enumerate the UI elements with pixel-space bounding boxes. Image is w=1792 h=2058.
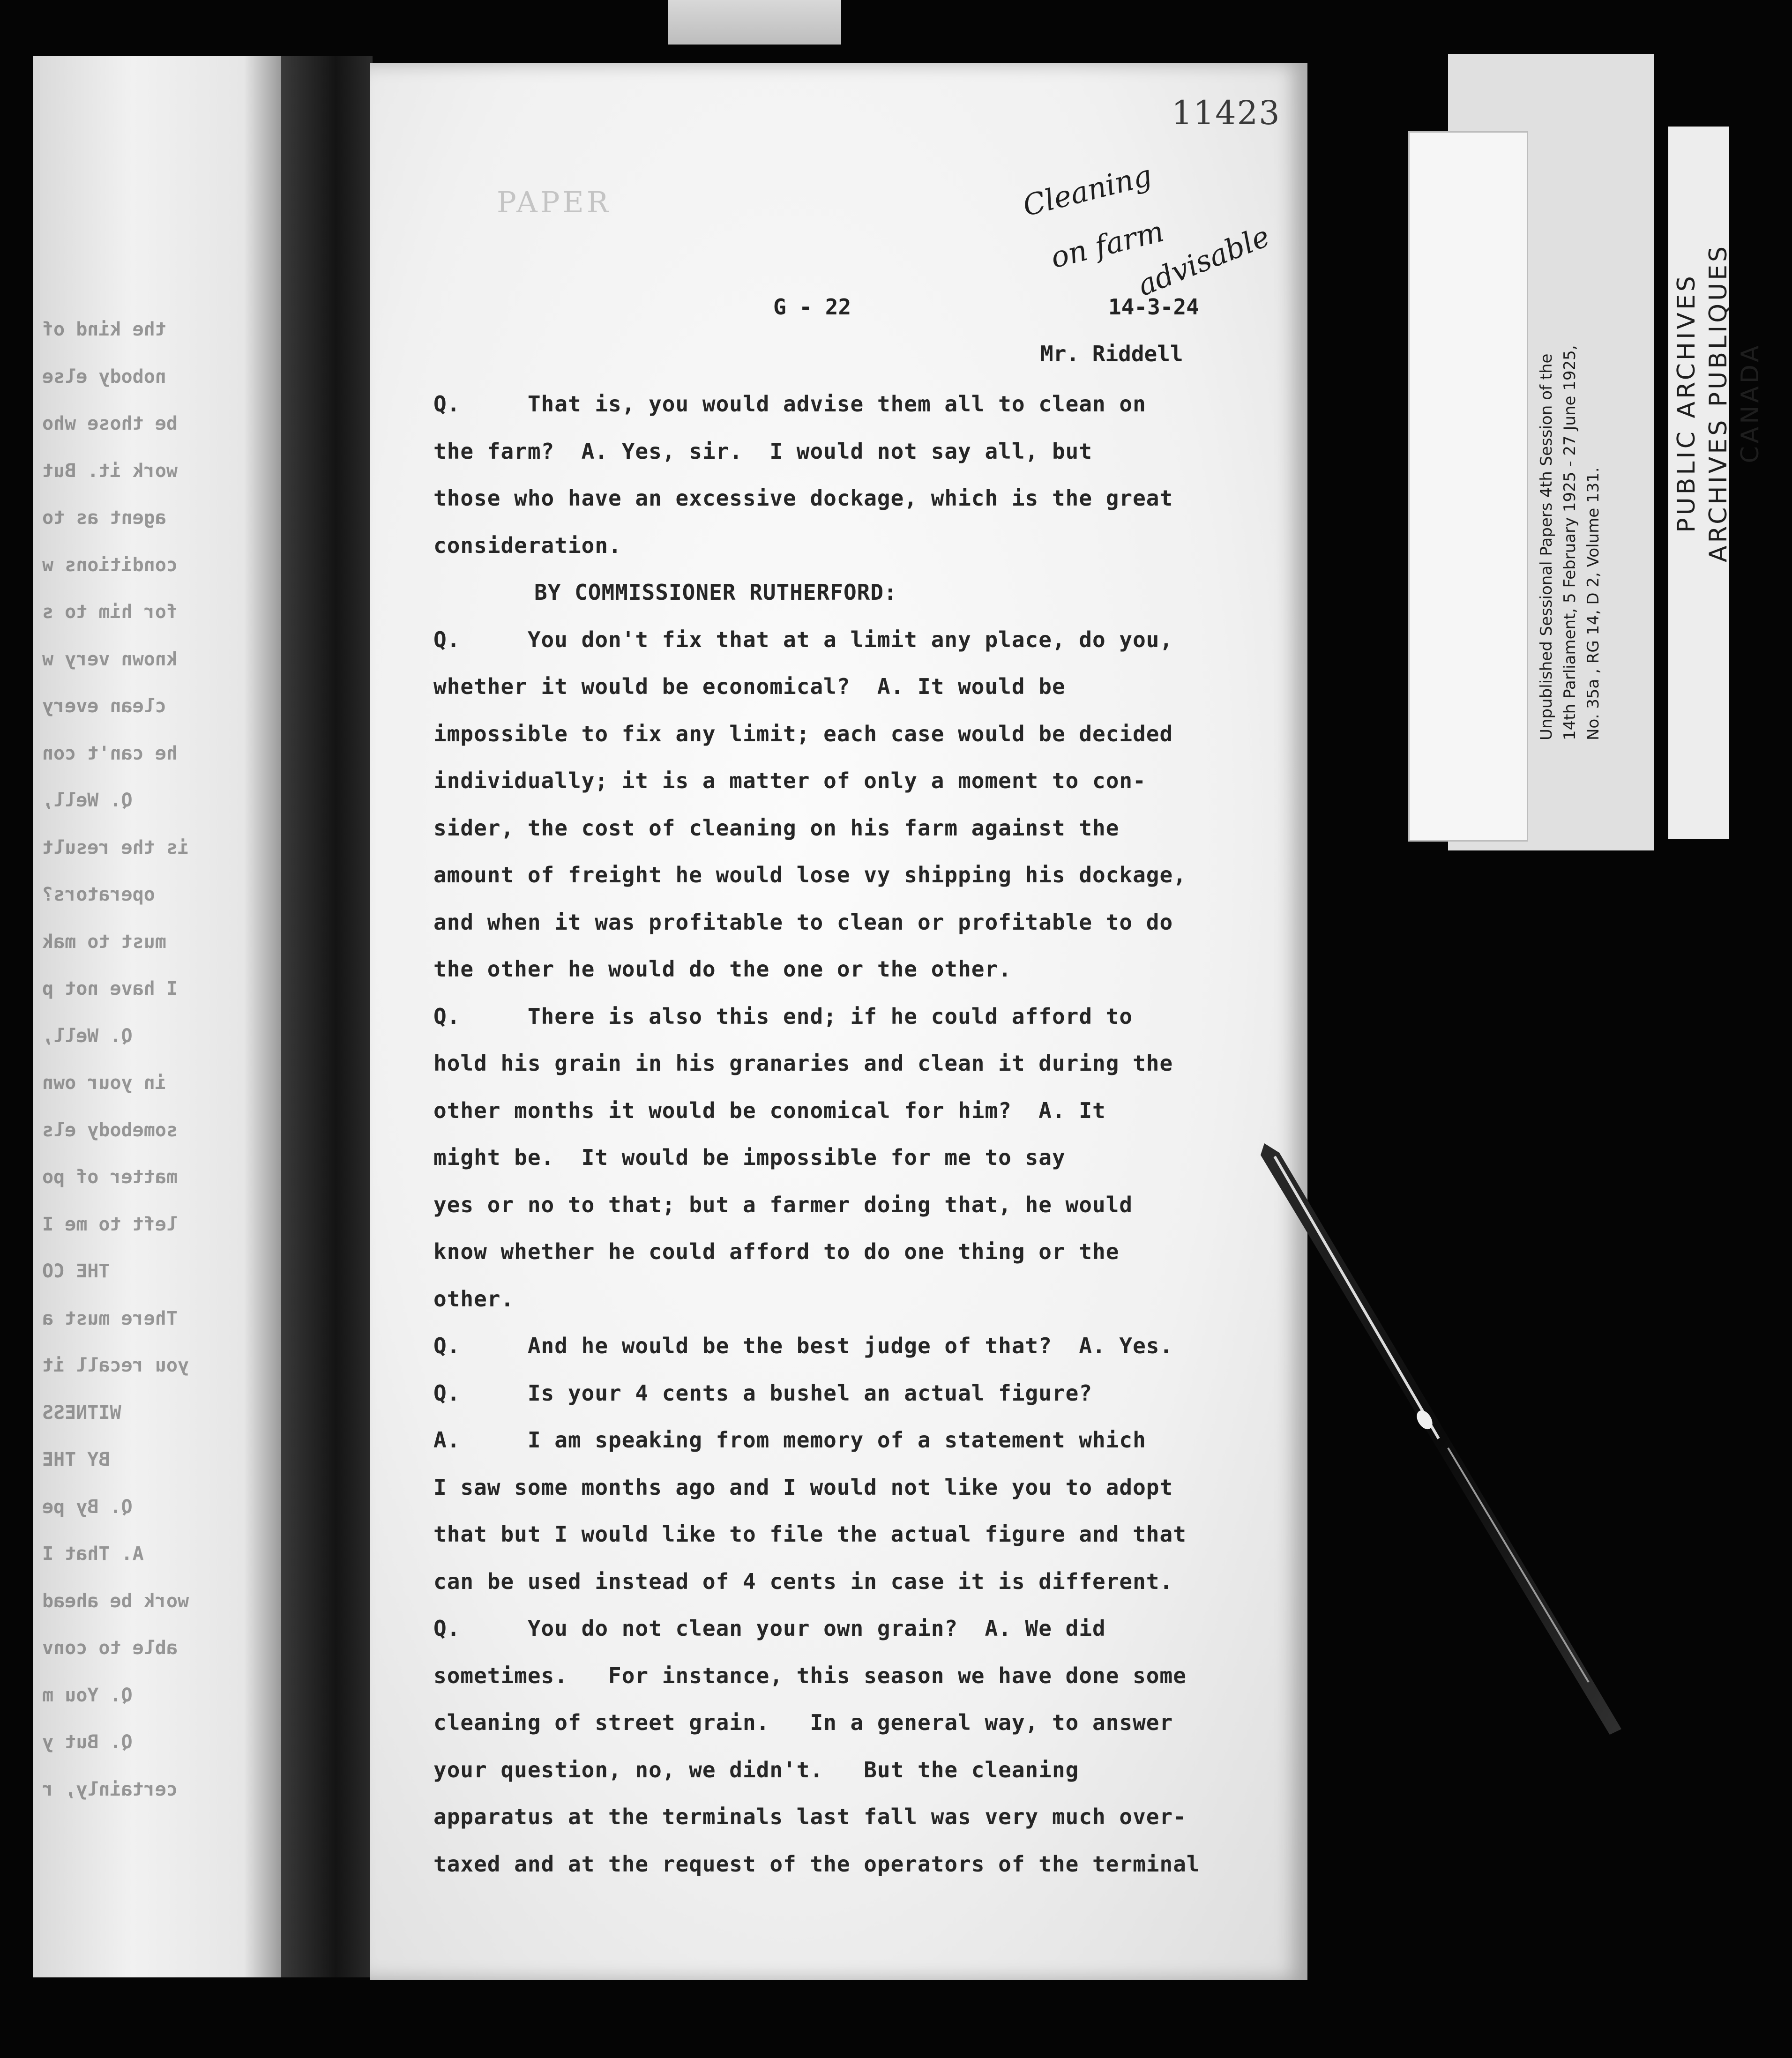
speaker-name: Mr. Riddell [1040,341,1183,366]
bleed-line: I have not p [42,978,178,999]
bleed-line: nobody else [42,366,166,388]
transcript-line: consideration. [433,533,622,558]
transcript-line: can be used instead of 4 cents in case it is different. [433,1569,1173,1594]
transcript-line: Q. You do not clean your own grain? A. We did [433,1616,1106,1641]
transcript-line: I saw some months ago and I would not like you to adopt [433,1475,1173,1500]
transcript-line: individually; it is a matter of only a moment to con- [433,768,1146,793]
bleed-line: THE CO [42,1260,110,1282]
transcript-line: might be. It would be impossible for me to say [433,1145,1066,1170]
transcript-line: Q. There is also this end; if he could afford to [433,1004,1133,1029]
transcript-line: know whether he could afford to do one thing or the [433,1239,1120,1264]
bleed-line: WITNESS [42,1402,121,1424]
transcript-line: those who have an excessive dockage, which is the great [433,485,1173,511]
transcript-line: Q. And he would be the best judge of that? A. Yes. [433,1333,1173,1358]
archive-label [1408,131,1528,842]
bleed-line: work be ahead [42,1590,189,1612]
citation-line: No. 35a , RG 14, D 2, Volume 131. [1584,467,1603,740]
transcript-line: BY COMMISSIONER RUTHERFORD: [534,580,897,605]
bleed-line: you recall it [42,1355,189,1376]
bleed-line: conditions w [42,554,178,576]
handwritten-line: Cleaning [1019,158,1155,223]
bleed-line: agent as to [42,507,166,529]
transcript-line: taxed and at the request of the operators of the terminal [433,1851,1200,1877]
document-date: 14-3-24 [1108,294,1199,320]
bleed-line: Q. Well, [42,1025,133,1047]
bleed-line: BY THE [42,1449,110,1470]
bleed-line: A. That I [42,1543,144,1565]
fountain-pen-icon [1261,1143,1635,1752]
document-code: G - 22 [773,294,851,320]
transcript-line: whether it would be economical? A. It would be [433,674,1066,699]
bleed-line: be those who [42,413,178,434]
transcript-line: Q. Is your 4 cents a bushel an actual figure? [433,1380,1093,1406]
transcript-line: amount of freight he would lose vy shipping his dockage, [433,862,1187,887]
bleed-line: is the result [42,837,189,858]
handwritten-line: advisable [1133,219,1275,303]
stamp-line: PUBLIC ARCHIVES [1673,273,1701,533]
bleed-line: somebody els [42,1119,178,1141]
bleed-line: Q. Well, [42,790,133,811]
stamp-line: ARCHIVES PUBLIQUES [1704,243,1732,563]
bleed-line: for him to s [42,601,178,623]
transcript-line: the farm? A. Yes, sir. I would not say all, but [433,439,1093,464]
bleed-line: the kind of [42,319,166,340]
bleed-line: Q. By pe [42,1496,133,1518]
transcript-line: yes or no to that; but a farmer doing that, he would [433,1192,1133,1217]
bleed-line: he can't con [42,743,178,764]
transcript-line: Q. That is, you would advise them all to clean on [433,391,1146,417]
handwritten-margin-note [1012,158,1275,314]
stamp-line: CANADA [1736,343,1764,463]
citation-line: Unpublished Sessional Papers 4th Session of the [1537,353,1556,740]
transcript-line: and when it was profitable to clean or profitable to do [433,910,1173,935]
archive-citation [1535,0,1605,740]
adjacent-page [33,56,281,1977]
bleed-line: able to conv [42,1637,178,1659]
transcript-line: A. I am speaking from memory of a statement which [433,1427,1146,1453]
bleed-line: Q. But y [42,1731,133,1753]
bleed-line: work it. But [42,460,178,482]
transcript-line: impossible to fix any limit; each case would be decided [433,721,1173,746]
bleed-line: known very w [42,649,178,670]
bleed-line: clean every [42,695,166,717]
transcript-line: the other he would do the one or the other. [433,956,1012,982]
transcript-line: your question, no, we didn't. But the cleaning [433,1757,1079,1782]
bleed-line: matter of po [42,1166,178,1188]
transcript-line: other. [433,1286,515,1312]
transcript-line: sometimes. For instance, this season we have done some [433,1663,1187,1688]
page-gutter [281,56,373,1977]
citation-line: 14th Parliament, 5 February 1925 - 27 June 1925, [1561,345,1579,740]
bleed-line: in your own [42,1072,166,1094]
archives-stamp [1671,75,1766,731]
scan-top-tab [668,0,841,45]
transcript-line: Q. You don't fix that at a limit any place, do you, [433,627,1173,652]
bleed-line: operators? [42,884,155,905]
transcript-line: sider, the cost of cleaning on his farm against the [433,815,1120,841]
transcript-line: hold his grain in his granaries and clean it during the [433,1051,1173,1076]
transcript-line: that but I would like to file the actual figure and that [433,1521,1187,1547]
bleed-line: Q. You m [42,1685,133,1706]
transcript-line: cleaning of street grain. In a general way, to answer [433,1710,1173,1735]
bleed-line: There must a [42,1308,178,1329]
faint-letterhead: PAPER [497,185,612,219]
transcript-line: other months it would be conomical for him? A. It [433,1098,1106,1123]
transcript-line: apparatus at the terminals last fall was very much over- [433,1804,1187,1829]
handwritten-line: on farm [1047,214,1167,275]
bleed-line: must to mak [42,931,166,953]
bleed-line: left to me I [42,1214,178,1235]
page-number: 11423 [1172,94,1281,132]
bleed-line: certainly, r [42,1779,178,1800]
